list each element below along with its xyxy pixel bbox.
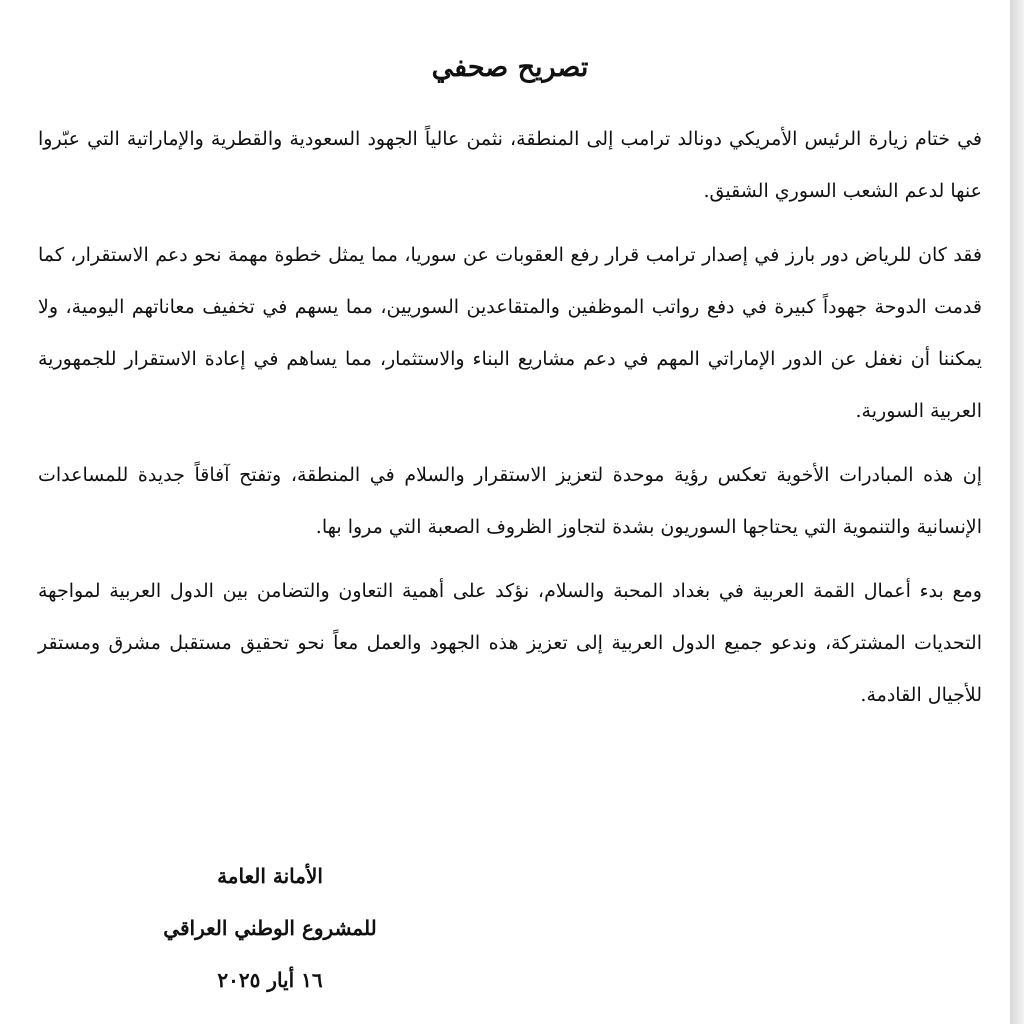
signature-block	[150, 850, 390, 1006]
signature-project: للمشروع الوطني العراقي	[163, 916, 377, 940]
document-title: تصريح صحفي	[431, 52, 589, 83]
signature-org: الأمانة العامة	[217, 864, 323, 888]
press-release	[38, 40, 982, 733]
signature-date: ١٦ أيار ٢٠٢٥	[217, 968, 323, 992]
page-edge-shadow	[1010, 0, 1024, 1024]
paragraph-3: إن هذه المبادرات الأخوية تعكس رؤية موحدة لتعزيز الاستقرار والسلام في المنطقة، وتفتح آفاقاً جديدة للمساعدات الإنسانية والتنموية التي يحتاجها السوريون بشدة لتجاوز الظروف الصعبة التي مروا بها.	[38, 464, 982, 538]
paragraph-1: في ختام زيارة الرئيس الأمريكي دونالد ترامب إلى المنطقة، نثمن عالياً الجهود السعودية والقطرية والإماراتية التي عبّروا عنها لدعم الشعب السوري الشقيق.	[38, 128, 982, 202]
paragraph-4: ومع بدء أعمال القمة العربية في بغداد المحبة والسلام، نؤكد على أهمية التعاون والتضامن بين الدول العربية لمواجهة التحديات المشتركة، وندعو جميع الدول العربية إلى تعزيز هذه الجهود والعمل معاً نحو تحقيق مستقبل مشرق ومستقر للأجيال القادمة.	[38, 580, 982, 706]
paragraph-2: فقد كان للرياض دور بارز في إصدار ترامب قرار رفع العقوبات عن سوريا، مما يمثل خطوة مهمة نحو دعم الاستقرار، كما قدمت الدوحة جهوداً كبيرة في دفع رواتب الموظفين والمتقاعدين السوريين، مما يسهم في تخفيف معاناتهم اليومية، ولا يمكننا أن نغفل عن الدور الإماراتي المهم في دعم مشاريع البناء والاستثمار، مما يساهم في إعادة الاستقرار للجمهورية العربية السورية.	[38, 244, 982, 422]
